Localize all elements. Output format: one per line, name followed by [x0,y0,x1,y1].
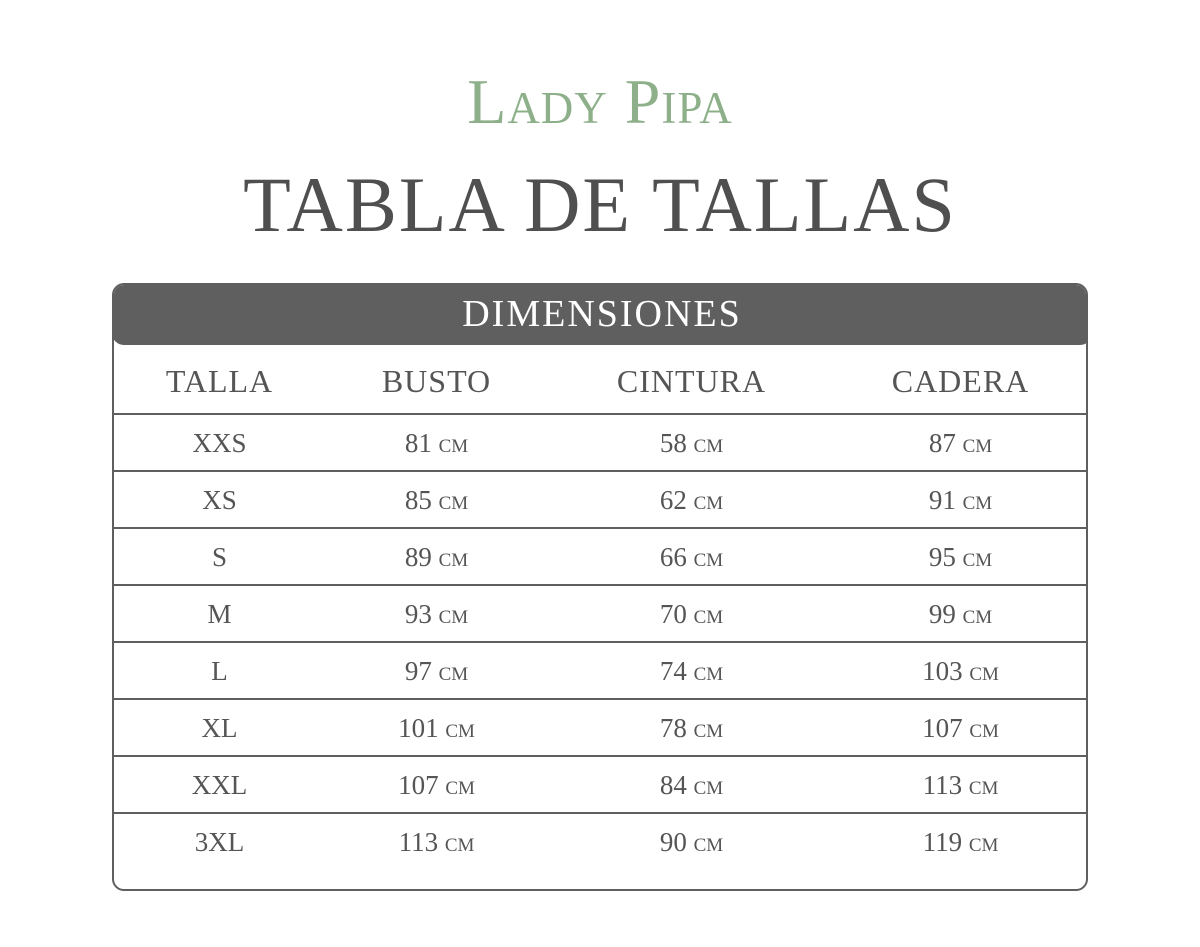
busto-cell [325,643,548,698]
busto-cell [325,472,548,527]
cadera-cell [835,700,1086,755]
cadera-cell [835,586,1086,641]
size-cell: XXL [191,770,248,800]
unit-label: cm [962,542,993,572]
unit-label: cm [693,656,724,686]
cintura-value: 58 [659,428,687,458]
busto-cell [325,814,548,871]
busto-cell [325,700,548,755]
cadera-value: 103 [922,656,963,686]
unit-label: cm [693,542,724,572]
table-row [114,415,1086,472]
table-banner: DIMENSIONES [112,283,1088,345]
cintura-cell [548,529,835,584]
unit-label: cm [693,428,724,458]
cadera-cell [835,814,1086,871]
busto-value: 97 [404,656,432,686]
busto-value: 113 [398,827,439,857]
cintura-cell [548,415,835,470]
unit-label: cm [438,485,469,515]
cadera-value: 119 [922,827,963,857]
busto-value: 81 [404,428,432,458]
cintura-cell [548,472,835,527]
table-row [114,700,1086,757]
cintura-cell [548,586,835,641]
size-cell: M [207,599,232,629]
cadera-cell [835,757,1086,812]
cadera-value: 87 [928,428,956,458]
size-table [112,283,1088,891]
table-row [114,586,1086,643]
size-cell: 3XL [194,827,245,857]
unit-label: cm [693,827,724,857]
busto-value: 89 [404,542,432,572]
cintura-value: 62 [659,485,687,515]
unit-label: cm [969,656,999,686]
size-cell: XXS [192,428,247,458]
unit-label: cm [445,770,475,800]
table-row [114,757,1086,814]
cadera-value: 107 [922,713,963,743]
column-headers [114,345,1086,415]
unit-label: cm [968,770,999,800]
column-header-talla: TALLA [165,363,274,399]
cadera-cell [835,472,1086,527]
cintura-cell [548,643,835,698]
size-cell: L [211,656,228,686]
unit-label: cm [693,770,724,800]
brand-logo-text: Lady Pipa [467,66,733,137]
cadera-cell [835,529,1086,584]
busto-cell [325,529,548,584]
unit-label: cm [693,713,724,743]
unit-label: cm [962,485,993,515]
cintura-value: 74 [659,656,687,686]
column-header-busto: BUSTO [381,363,492,399]
cintura-cell [548,757,835,812]
unit-label: cm [438,542,469,572]
table-row [114,814,1086,871]
cintura-cell [548,700,835,755]
cadera-value: 95 [928,542,956,572]
cadera-value: 91 [928,485,956,515]
unit-label: cm [962,428,993,458]
cintura-value: 78 [659,713,687,743]
page-title: TABLA DE TALLAS [243,161,957,248]
cintura-value: 70 [659,599,687,629]
size-cell: S [211,542,228,572]
table-body [114,415,1086,871]
busto-cell [325,586,548,641]
cadera-value: 99 [928,599,956,629]
unit-label: cm [445,713,475,743]
unit-label: cm [438,656,469,686]
column-header-cadera: CADERA [891,363,1030,399]
size-cell: XL [201,713,238,743]
busto-cell [325,415,548,470]
cintura-value: 84 [659,770,687,800]
unit-label: cm [444,827,475,857]
cintura-cell [548,814,835,871]
unit-label: cm [693,599,724,629]
busto-value: 93 [404,599,432,629]
unit-label: cm [438,599,469,629]
cadera-cell [835,643,1086,698]
busto-value: 85 [404,485,432,515]
unit-label: cm [693,485,724,515]
column-header-cintura: CINTURA [616,363,767,399]
busto-value: 101 [398,713,439,743]
cintura-value: 90 [659,827,687,857]
cintura-value: 66 [659,542,687,572]
table-row [114,472,1086,529]
unit-label: cm [969,713,999,743]
cadera-cell [835,415,1086,470]
unit-label: cm [968,827,999,857]
unit-label: cm [962,599,993,629]
size-cell: XS [202,485,237,515]
cadera-value: 113 [922,770,963,800]
unit-label: cm [438,428,469,458]
busto-cell [325,757,548,812]
table-row [114,643,1086,700]
busto-value: 107 [398,770,439,800]
table-row [114,529,1086,586]
